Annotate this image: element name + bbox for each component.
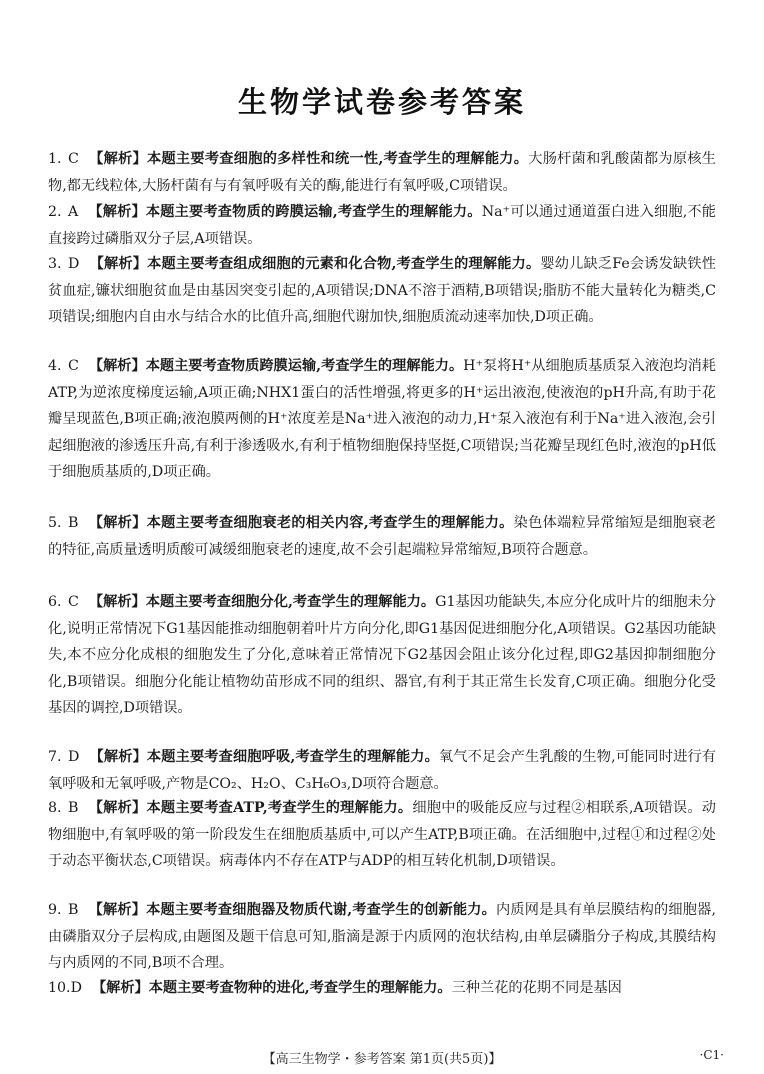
item-number: 4. — [48, 358, 62, 374]
item-number: 1. — [48, 151, 62, 167]
answer-item-10 — [48, 975, 716, 1002]
item-number: 2. — [48, 204, 62, 220]
item-lead: 【解析】本题主要考查ATP,考查学生的理解能力。 — [88, 800, 413, 816]
answer-item-7 — [48, 744, 716, 797]
item-lead: 【解析】本题主要考查物质的跨膜运输,考查学生的理解能力。 — [88, 204, 482, 220]
answer-item-6 — [48, 589, 716, 722]
item-text: G1基因功能缺失,本应分化成叶片的细胞未分化,说明正常情况下G1基因能推动细胞朝着叶片方向分化,即G1基因促进细胞分化,A项错误。G2基因功能缺失,本不应分化成根的细胞发生了分化,意味着正常情况下G2基因会阻止该分化过程,即G2基因抑制细胞分化,B项错误。细胞分化能让植物幼苗形成不同的组织、器官,有利于其正常生长发育,C项正确。细胞分化受基因的调控,D项错误。 — [48, 594, 716, 716]
item-number: 8. — [48, 800, 62, 816]
item-lead: 【解析】本题主要考查组成细胞的元素和化合物,考查学生的理解能力。 — [89, 256, 541, 272]
item-lead: 【解析】本题主要考查细胞分化,考查学生的理解能力。 — [88, 594, 436, 610]
answer-item-4 — [48, 353, 716, 486]
answer-item-3 — [48, 251, 716, 331]
item-number: 7. — [48, 749, 62, 765]
item-lead: 【解析】本题主要考查细胞呼吸,考查学生的理解能力。 — [89, 749, 439, 765]
item-lead: 【解析】本题主要考查细胞衰老的相关内容,考查学生的理解能力。 — [88, 515, 514, 531]
page-title: 生物学试卷参考答案 — [237, 85, 526, 119]
item-number: 9. — [48, 902, 62, 918]
item-text: 大肠杆菌和乳酸菌都为原核生物,都无线粒体,大肠杆菌有与有氧呼吸有关的酶,能进行有氧呼吸,C项错误。 — [48, 151, 716, 194]
item-text: 三种兰花的花期不同是基因 — [451, 980, 622, 996]
answer-item-2 — [48, 199, 716, 252]
item-lead: 【解析】本题主要考查物质跨膜运输,考查学生的理解能力。 — [88, 358, 464, 374]
answer-item-8 — [48, 795, 716, 875]
item-number: 6. — [48, 594, 62, 610]
item-text: 内质网是具有单层膜结构的细胞器,由磷脂双分子层构成,由题图及题干信息可知,脂滴是源于内质网的泡状结构,由单层磷脂分子构成,其膜结构与内质网的不同,B项不合理。 — [48, 902, 716, 971]
item-number: 3. — [48, 256, 62, 272]
item-answer: D — [68, 749, 80, 765]
item-lead: 【解析】本题主要考查细胞器及物质代谢,考查学生的创新能力。 — [88, 902, 496, 918]
page-code: ·C1· — [699, 1048, 724, 1062]
item-answer: C — [68, 594, 79, 610]
item-answer: B — [68, 800, 79, 816]
item-text: Na⁺可以通过通道蛋白进入细胞,不能直接跨过磷脂双分子层,A项错误。 — [48, 204, 716, 247]
answer-item-1 — [48, 146, 716, 199]
answer-item-5 — [48, 510, 716, 563]
item-answer: D — [68, 256, 80, 272]
item-text: H⁺泵将H⁺从细胞质基质泵入液泡均消耗ATP,为逆浓度梯度运输,A项正确;NHX1蛋白的活性增强,将更多的H⁺运出液泡,使液泡的pH升高,有助于花瓣呈现蓝色,B项正确;液泡膜两侧的H⁺浓度差是Na⁺进入液泡的动力,H⁺泵入液泡有利于Na⁺进入液泡,会引起细胞液的渗透压升高,有利于渗透吸水,有利于植物细胞保持坚挺,C项错误;当花瓣呈现红色时,液泡的pH低于细胞质基质的,D项正确。 — [48, 358, 716, 480]
item-number: 10. — [48, 980, 71, 996]
page-footer — [0, 1048, 764, 1067]
item-lead: 【解析】本题主要考查细胞的多样性和统一性,考查学生的理解能力。 — [88, 151, 529, 167]
item-answer: C — [68, 151, 79, 167]
item-answer: D — [70, 980, 82, 996]
answer-item-9 — [48, 897, 716, 977]
item-text: 染色体端粒异常缩短是细胞衰老的特征,高质量透明质酸可减缓细胞衰老的速度,故不会引起端粒异常缩短,B项符合题意。 — [48, 515, 716, 558]
item-answer: C — [68, 358, 79, 374]
item-number: 5. — [48, 515, 62, 531]
footer-text: 【高三生物学・参考答案 第1页(共5页)】 — [262, 1052, 502, 1067]
item-text: 氧气不足会产生乳酸的生物,可能同时进行有氧呼吸和无氧呼吸,产物是CO₂、H₂O、C₃H₆O₃,D项符合题意。 — [48, 749, 716, 792]
item-answer: B — [68, 902, 79, 918]
item-text: 细胞中的吸能反应与过程②相联系,A项错误。动物细胞中,有氧呼吸的第一阶段发生在细胞质基质中,可以产生ATP,B项正确。在活细胞中,过程①和过程②处于动态平衡状态,C项错误。病毒体内不存在ATP与ADP的相互转化机制,D项错误。 — [48, 800, 716, 869]
item-answer: B — [68, 515, 79, 531]
item-text: 婴幼儿缺乏Fe会诱发缺铁性贫血症,镰状细胞贫血是由基因突变引起的,A项错误;DNA不溶于酒精,B项错误;脂肪不能大量转化为糖类,C项错误;细胞内自由水与结合水的比值升高,细胞代谢加快,细胞质流动速率加快,D项正确。 — [48, 256, 716, 325]
item-answer: A — [68, 204, 79, 220]
item-lead: 【解析】本题主要考查物种的进化,考查学生的理解能力。 — [91, 980, 452, 996]
